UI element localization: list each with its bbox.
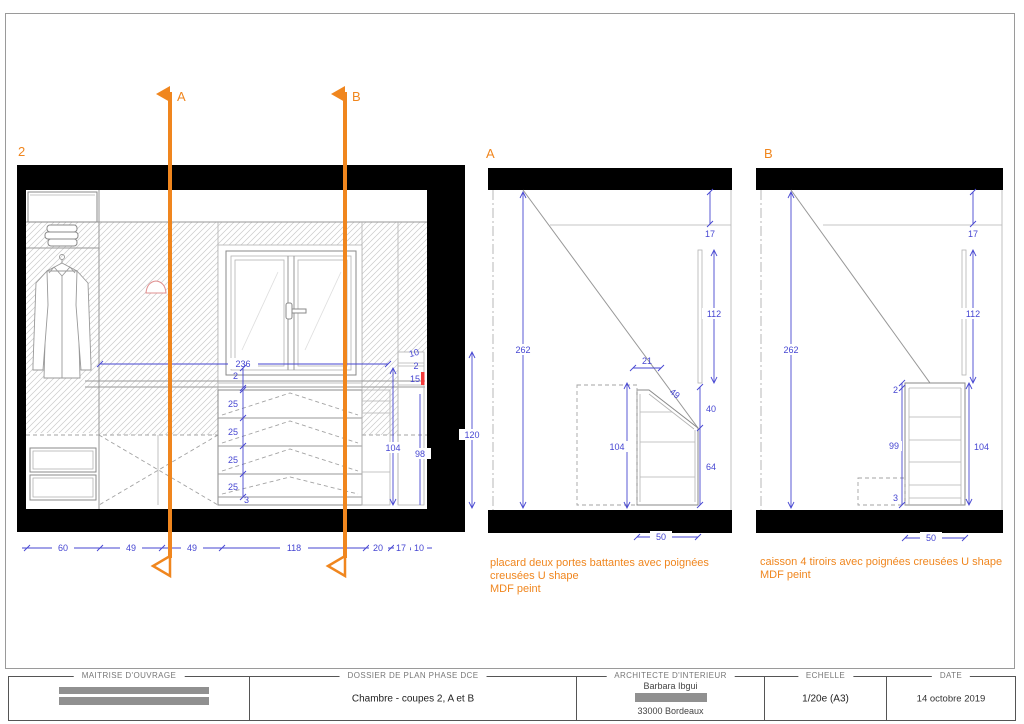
wall-right bbox=[427, 185, 465, 515]
section-marker-b-label: B bbox=[352, 89, 361, 104]
date-label: DATE bbox=[932, 671, 970, 680]
dim-label: 262 bbox=[783, 345, 799, 355]
dim-label: 118 bbox=[286, 543, 302, 553]
section-arrow-b-top bbox=[331, 86, 345, 102]
dim-label: 10 bbox=[407, 346, 421, 360]
hatch-above-window bbox=[218, 222, 362, 245]
dim-label: 3 bbox=[243, 495, 249, 505]
dim-label: 112 bbox=[706, 309, 722, 319]
section-arrow-a-bottom bbox=[153, 556, 170, 576]
dim-label: 104 bbox=[974, 442, 990, 452]
note-line: MDF peint bbox=[760, 569, 811, 581]
dim-label: 112 bbox=[965, 309, 981, 319]
dim-label: 60 bbox=[57, 543, 69, 553]
dim-label: 49 bbox=[186, 543, 198, 553]
dim-label: 2 bbox=[892, 385, 898, 395]
titleblock-cell-echelle bbox=[764, 671, 886, 720]
dim-label: 64 bbox=[706, 462, 717, 472]
section-arrow-b-bottom bbox=[328, 556, 345, 576]
dim-label: 49 bbox=[125, 543, 137, 553]
view-label-b: B bbox=[764, 146, 773, 161]
view-label-2: 2 bbox=[18, 144, 26, 159]
dim-label: 50 bbox=[925, 533, 937, 543]
dim-label: 17 bbox=[704, 229, 716, 239]
dim-label: 236 bbox=[235, 359, 251, 369]
section-marker-a-label: A bbox=[177, 89, 186, 104]
redacted-client-line-1 bbox=[59, 687, 209, 694]
dim-label: 25 bbox=[227, 455, 238, 465]
note-line: creusées U shape bbox=[490, 570, 579, 582]
dim-label: 104 bbox=[385, 443, 401, 453]
dim-label: 49 bbox=[667, 386, 682, 401]
view-label-a: A bbox=[486, 146, 495, 161]
scale-value: 1/20e (A3) bbox=[802, 693, 849, 704]
ceiling-a bbox=[488, 168, 732, 190]
wall-left bbox=[17, 185, 26, 515]
dim-label: 10 bbox=[413, 543, 425, 553]
note-section-a bbox=[490, 557, 709, 596]
wardrobe-drawers bbox=[30, 448, 96, 500]
dim-label: 104 bbox=[609, 442, 625, 452]
titleblock-cell-date bbox=[886, 671, 1015, 720]
drawer-unit bbox=[218, 390, 362, 505]
redacted-client-line-2 bbox=[59, 697, 209, 705]
window-section-a bbox=[698, 250, 702, 383]
dim-label: 50 bbox=[655, 532, 667, 542]
titleblock-cell-dossier bbox=[249, 671, 576, 720]
dim-label: 20 bbox=[372, 543, 384, 553]
section-b-view bbox=[756, 146, 1003, 543]
wall-top bbox=[17, 165, 465, 190]
floor-a bbox=[488, 510, 732, 533]
drawing-title: Chambre - coupes 2, A et B bbox=[351, 693, 475, 704]
hatch-mid-left bbox=[99, 222, 218, 435]
date-value: 14 octobre 2019 bbox=[916, 693, 986, 704]
dim-label: 25 bbox=[227, 482, 238, 492]
architect-name: Barbara Ibgui bbox=[643, 681, 698, 691]
dim-label: 3 bbox=[892, 493, 898, 503]
architect-city: 33000 Bordeaux bbox=[637, 706, 704, 716]
architecte-label: ARCHITECTE D'INTERIEUR bbox=[606, 671, 735, 680]
title-block bbox=[8, 671, 1016, 721]
dim-label: 99 bbox=[888, 441, 900, 451]
dim-label: 2 bbox=[232, 371, 238, 381]
dim-label: 15 bbox=[409, 374, 421, 384]
dim-label: 25 bbox=[227, 399, 238, 409]
dim-label: 120 bbox=[464, 430, 480, 440]
note-line: caisson 4 tiroirs avec poignées creusées U shape bbox=[760, 556, 1003, 568]
note-line: MDF peint bbox=[490, 583, 541, 595]
dossier-label: DOSSIER DE PLAN PHASE DCE bbox=[340, 671, 487, 680]
note-section-b bbox=[760, 556, 1002, 582]
sloped-ceiling-b bbox=[791, 190, 930, 383]
note-line: placard deux portes battantes avec poignées bbox=[490, 557, 709, 569]
cabinet-section-a bbox=[637, 390, 698, 505]
wardrobe-top-shelf bbox=[28, 192, 97, 222]
elevation-2-view bbox=[17, 144, 485, 553]
ceiling-b bbox=[756, 168, 1003, 190]
maitrise-ouvrage-label: MAITRISE D'OUVRAGE bbox=[74, 671, 185, 680]
section-arrow-a-top bbox=[156, 86, 170, 102]
redacted-address bbox=[635, 693, 707, 702]
section-a-view bbox=[486, 146, 732, 542]
dim-label: 40 bbox=[706, 404, 717, 414]
dim-label: 2 bbox=[413, 361, 419, 371]
window bbox=[226, 251, 356, 375]
hatch-far-right bbox=[398, 222, 427, 352]
titleblock-cell-architecte bbox=[576, 671, 764, 720]
floor bbox=[17, 509, 465, 532]
dim-label: 262 bbox=[515, 345, 531, 355]
drawer-cabinet-section-b bbox=[905, 383, 965, 505]
dim-label: 17 bbox=[395, 543, 407, 553]
dim-label: 25 bbox=[227, 427, 238, 437]
dim-label: 21 bbox=[641, 356, 653, 366]
red-highlight bbox=[421, 372, 425, 385]
floor-b bbox=[756, 510, 1003, 533]
desk-bay bbox=[99, 435, 218, 505]
titleblock-cell-maitrise bbox=[9, 671, 249, 720]
folded-clothes-icon bbox=[45, 225, 78, 246]
echelle-label: ECHELLE bbox=[798, 671, 853, 680]
dim-label: 98 bbox=[414, 449, 426, 459]
dim-label: 17 bbox=[967, 229, 979, 239]
